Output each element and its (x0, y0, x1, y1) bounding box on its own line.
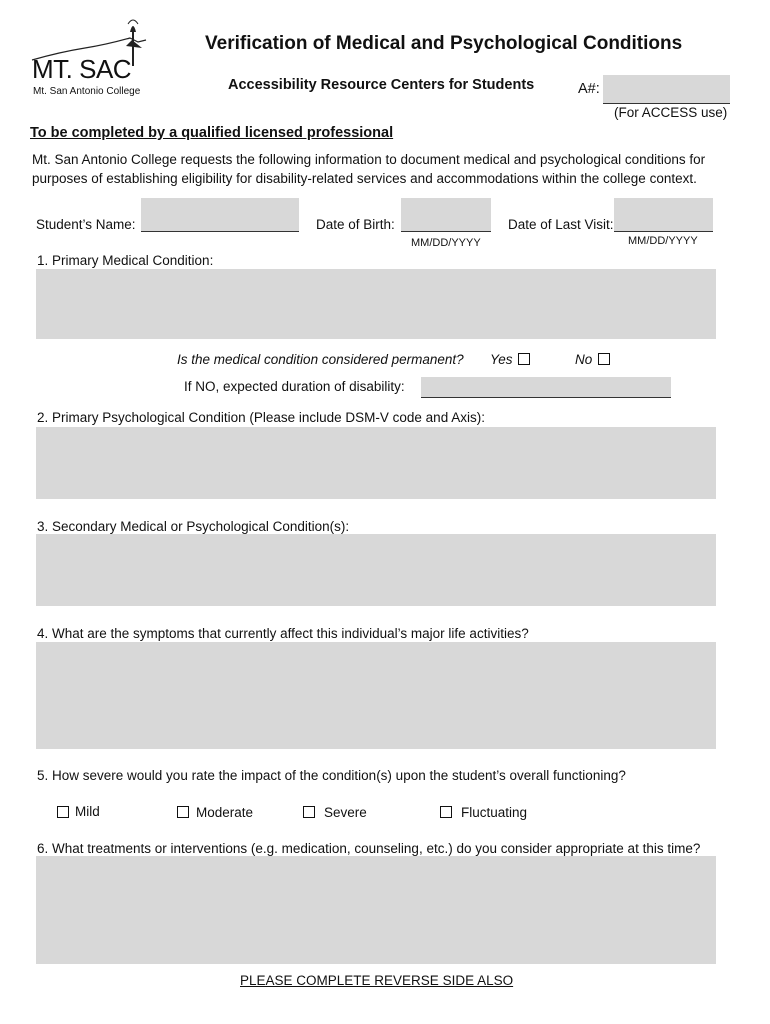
q3-label: 3. Secondary Medical or Psychological Condition(s): (37, 519, 350, 534)
permanent-question: Is the medical condition considered permanent? (177, 352, 464, 367)
yes-label: Yes (490, 352, 513, 367)
intro-heading: To be completed by a qualified licensed professional (30, 125, 394, 141)
reverse-side-note: PLEASE COMPLETE REVERSE SIDE ALSO (240, 973, 514, 988)
a-number-label: A#: (578, 81, 600, 97)
access-use-note: (For ACCESS use) (614, 105, 728, 120)
mild-label: Mild (75, 804, 100, 819)
q5-label: 5. How severe would you rate the impact of the condition(s) upon the student’s overall functioning? (37, 768, 626, 783)
logo-name: MT. SAC (32, 54, 132, 84)
q2-textarea[interactable] (36, 427, 716, 499)
q6-textarea[interactable] (36, 856, 716, 964)
q6-label: 6. What treatments or interventions (e.g. medication, counseling, etc.) do you consider appropriate at this time? (37, 841, 701, 856)
student-name-label: Student’s Name: (36, 217, 136, 232)
moderate-label: Moderate (196, 805, 254, 820)
severe-label: Severe (324, 805, 367, 820)
duration-label: If NO, expected duration of disability: (184, 379, 405, 394)
dob-format-hint: MM/DD/YYYY (411, 237, 481, 249)
last-visit-label: Date of Last Visit: (508, 217, 614, 232)
q2-label: 2. Primary Psychological Condition (Please include DSM-V code and Axis): (37, 410, 485, 425)
logo-subtitle: Mt. San Antonio College (33, 86, 141, 97)
dob-input[interactable] (401, 198, 491, 232)
intro-paragraph: Mt. San Antonio College requests the following information to document medical and psychological conditions for purposes of establishing eligibility for disability-related services and accommodations within the college context. (32, 152, 706, 186)
dob-label: Date of Birth: (316, 217, 395, 232)
moderate-checkbox[interactable] (177, 806, 189, 818)
page-subtitle: Accessibility Resource Centers for Students (228, 77, 535, 93)
duration-input[interactable] (421, 377, 671, 398)
yes-checkbox[interactable] (518, 353, 530, 365)
student-name-input[interactable] (141, 198, 299, 232)
mild-checkbox[interactable] (57, 806, 69, 818)
q1-label: 1. Primary Medical Condition: (37, 253, 214, 268)
last-visit-input[interactable] (614, 198, 713, 232)
q3-textarea[interactable] (36, 534, 716, 606)
q4-textarea[interactable] (36, 642, 716, 749)
a-number-input[interactable] (603, 75, 730, 104)
no-checkbox[interactable] (598, 353, 610, 365)
page-title: Verification of Medical and Psychological Conditions (205, 33, 683, 54)
severe-checkbox[interactable] (303, 806, 315, 818)
q4-label: 4. What are the symptoms that currently affect this individual’s major life activities? (37, 626, 529, 641)
no-label: No (575, 352, 593, 367)
last-visit-format-hint: MM/DD/YYYY (628, 235, 698, 247)
q1-textarea[interactable] (36, 269, 716, 339)
fluctuating-checkbox[interactable] (440, 806, 452, 818)
fluctuating-label: Fluctuating (461, 805, 528, 820)
